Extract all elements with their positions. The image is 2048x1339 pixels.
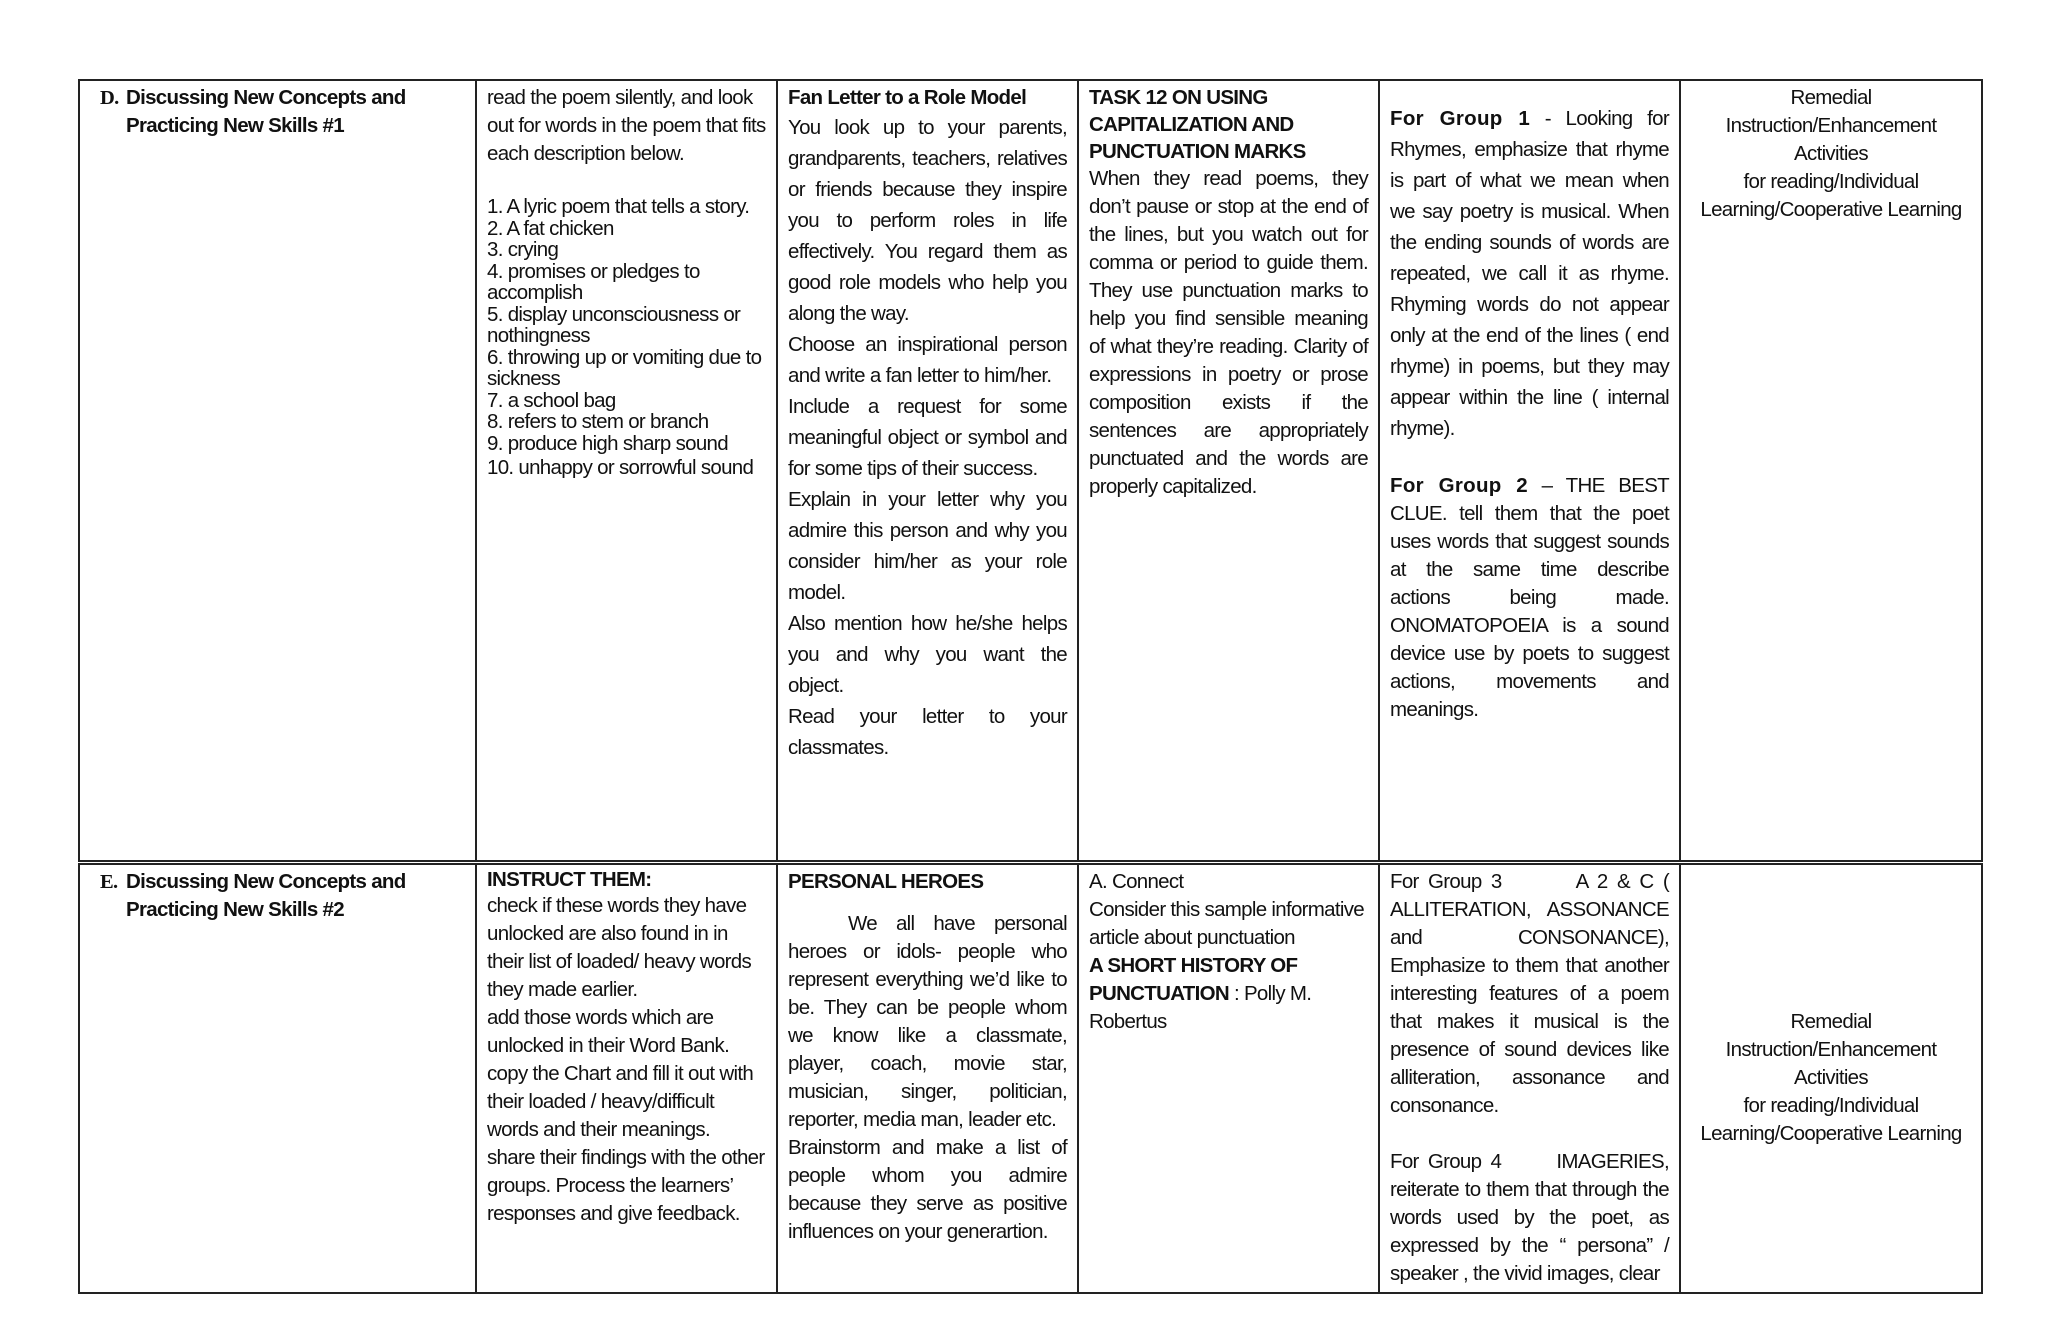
lesson-plan-table <box>78 79 1983 1294</box>
list-item: 1. A lyric poem that tells a story. <box>487 195 750 218</box>
list-item: 8. refers to stem or branch <box>487 410 709 433</box>
row-d-fan-letter-title: Fan Letter to a Role Model <box>788 86 1027 109</box>
row-e-remedial-cell <box>1680 863 1982 1294</box>
row-d-letter: D. <box>100 87 119 109</box>
row-e-remedial-line1: Remedial <box>1790 1010 1872 1033</box>
row-e-label-line1: Discussing New Concepts and <box>126 870 406 893</box>
row-e-label-line2: Practicing New Skills #2 <box>126 898 344 921</box>
list-item: 7. a school bag <box>487 388 616 412</box>
row-e-groups-cell <box>1379 863 1680 1294</box>
row-e-personal-heroes-body: We all have personal heroes or idols- people who represent everything we’d like to be. They can be people whom we know like a classmate, player, coach, movie star, musician, singer, politician, reporter, media man, leader etc. <box>788 912 1067 1131</box>
row-d-remedial-line4: Learning/Cooperative Learning <box>1700 198 1962 221</box>
row-e-article-author: : Polly M. Robertus <box>1089 982 1312 1033</box>
row-d-fan-letter-cell <box>777 80 1078 863</box>
row-d-remedial-line1: Remedial <box>1790 86 1872 109</box>
list-item: check if these words they have unlocked are also found in in their list of loaded/ heavy words they made earlier. <box>487 894 752 1001</box>
table-row-d <box>79 80 1982 863</box>
row-d-groups-cell <box>1379 80 1680 863</box>
row-d-task12-cell <box>1078 80 1379 863</box>
list-item: 4. promises or pledges to accomplish <box>487 259 700 304</box>
row-d-group2-label: For Group 2 <box>1390 474 1528 497</box>
row-d-remedial-cell <box>1680 80 1982 863</box>
row-e-connect-cell <box>1078 863 1379 1294</box>
row-e-group4-text: For Group 4 IMAGERIES, reiterate to them that through the words used by the poet, as expressed by the “ persona” / speaker , the vivid images, clear <box>1390 1150 1674 1285</box>
row-d-task12-body: When they read poems, they don’t pause or stop at the end of the lines, but you watch out for comma or period to guide them. They use punctuation marks to help you find sensible meaning of what they’re reading. Clarity of expressions in poetry or prose composition exists if the sentences are appropriately punctuated and the words are properly capitalized. <box>1089 167 1368 498</box>
row-e-article-title: A SHORT HISTORY OF PUNCTUATION <box>1089 954 1298 1005</box>
list-item: 2. A fat chicken <box>487 216 614 240</box>
row-d-poem-intro: read the poem silently, and look out for words in the poem that fits each description below. <box>487 86 766 165</box>
row-e-letter: E. <box>100 871 118 893</box>
list-item: Include a request for some meaningful object or symbol and for some tips of their success. <box>788 395 1067 480</box>
row-e-remedial-line3: for reading/Individual <box>1743 1094 1919 1117</box>
row-e-group3-text: For Group 3 A 2 & C ( ALLITERATION, ASSONANCE and CONSONANCE), Emphasize to them that another interesting features of a poem that makes it musical is the presence of sound devices like alliteration, assonance and consonance. <box>1390 870 1674 1117</box>
list-item: 10. unhappy or sorrowful sound <box>487 456 754 479</box>
list-item: 6. throwing up or vomiting due to sickness <box>487 345 762 390</box>
list-item: Also mention how he/she helps you and why you want the object. <box>788 612 1067 697</box>
row-d-label-cell <box>79 80 476 863</box>
row-e-remedial-line2: Instruction/Enhancement Activities <box>1725 1038 1937 1089</box>
row-d-group2-text: – THE BEST CLUE. tell them that the poet uses words that suggest sounds at the same time describe actions being made. ONOMATOPOEIA is a sound device use by poets to suggest actions, movements and meanings. <box>1390 474 1669 721</box>
row-e-instruct-title: INSTRUCT THEM: <box>487 868 652 891</box>
row-d-task12-title: TASK 12 ON USING CAPITALIZATION AND PUNCTUATION MARKS <box>1089 86 1306 163</box>
row-d-remedial-line3: for reading/Individual <box>1743 170 1919 193</box>
list-item: copy the Chart and fill it out with their loaded / heavy/difficult words and their meanings. <box>487 1062 754 1141</box>
row-d-group1-text: - Looking for Rhymes, emphasize that rhyme is part of what we mean when we say poetry is musical. When the ending sounds of words are repeated, we call it as rhyme. Rhyming words do not appear only at the end of the lines ( end rhyme) in poems, but they may appear within the line ( internal rhyme). <box>1390 107 1669 440</box>
list-item: Consider this sample informative article about punctuation <box>1089 898 1364 949</box>
list-item: 5. display unconsciousness or nothingness <box>487 302 741 347</box>
list-item: 3. crying <box>487 238 559 261</box>
row-e-personal-heroes-cell <box>777 863 1078 1294</box>
row-d-group1-label: For Group 1 <box>1390 107 1531 130</box>
row-e-connect-label: A. Connect <box>1089 870 1184 893</box>
row-d-label-line1: Discussing New Concepts and <box>126 86 406 109</box>
row-d-poem-words-cell <box>476 80 777 863</box>
row-d-remedial-line2: Instruction/Enhancement Activities <box>1725 114 1937 165</box>
row-d-label-line2: Practicing New Skills #1 <box>126 114 344 137</box>
list-item: Read your letter to your classmates. <box>788 705 1067 759</box>
row-e-remedial-line4: Learning/Cooperative Learning <box>1700 1122 1962 1145</box>
list-item: 9. produce high sharp sound <box>487 431 728 455</box>
list-item: Brainstorm and make a list of people whom you admire because they serve as positive influences on your generartion. <box>788 1136 1067 1243</box>
row-d-fan-letter-intro: You look up to your parents, grandparents, teachers, relatives or friends because they inspire you to perform roles in life effectively. You regard them as good role models who help you along the way. <box>788 116 1067 325</box>
table-row-e <box>79 863 1982 1294</box>
row-e-instruct-cell <box>476 863 777 1294</box>
list-item: Choose an inspirational person and write a fan letter to him/her. <box>788 333 1067 387</box>
row-e-personal-heroes-title: PERSONAL HEROES <box>788 870 984 893</box>
list-item: add those words which are unlocked in their Word Bank. <box>487 1006 730 1057</box>
list-item: Explain in your letter why you admire this person and why you consider him/her as your role model. <box>788 488 1067 604</box>
row-e-label-cell <box>79 863 476 1294</box>
list-item: share their findings with the other groups. Process the learners’ responses and give feedback. <box>487 1146 765 1225</box>
